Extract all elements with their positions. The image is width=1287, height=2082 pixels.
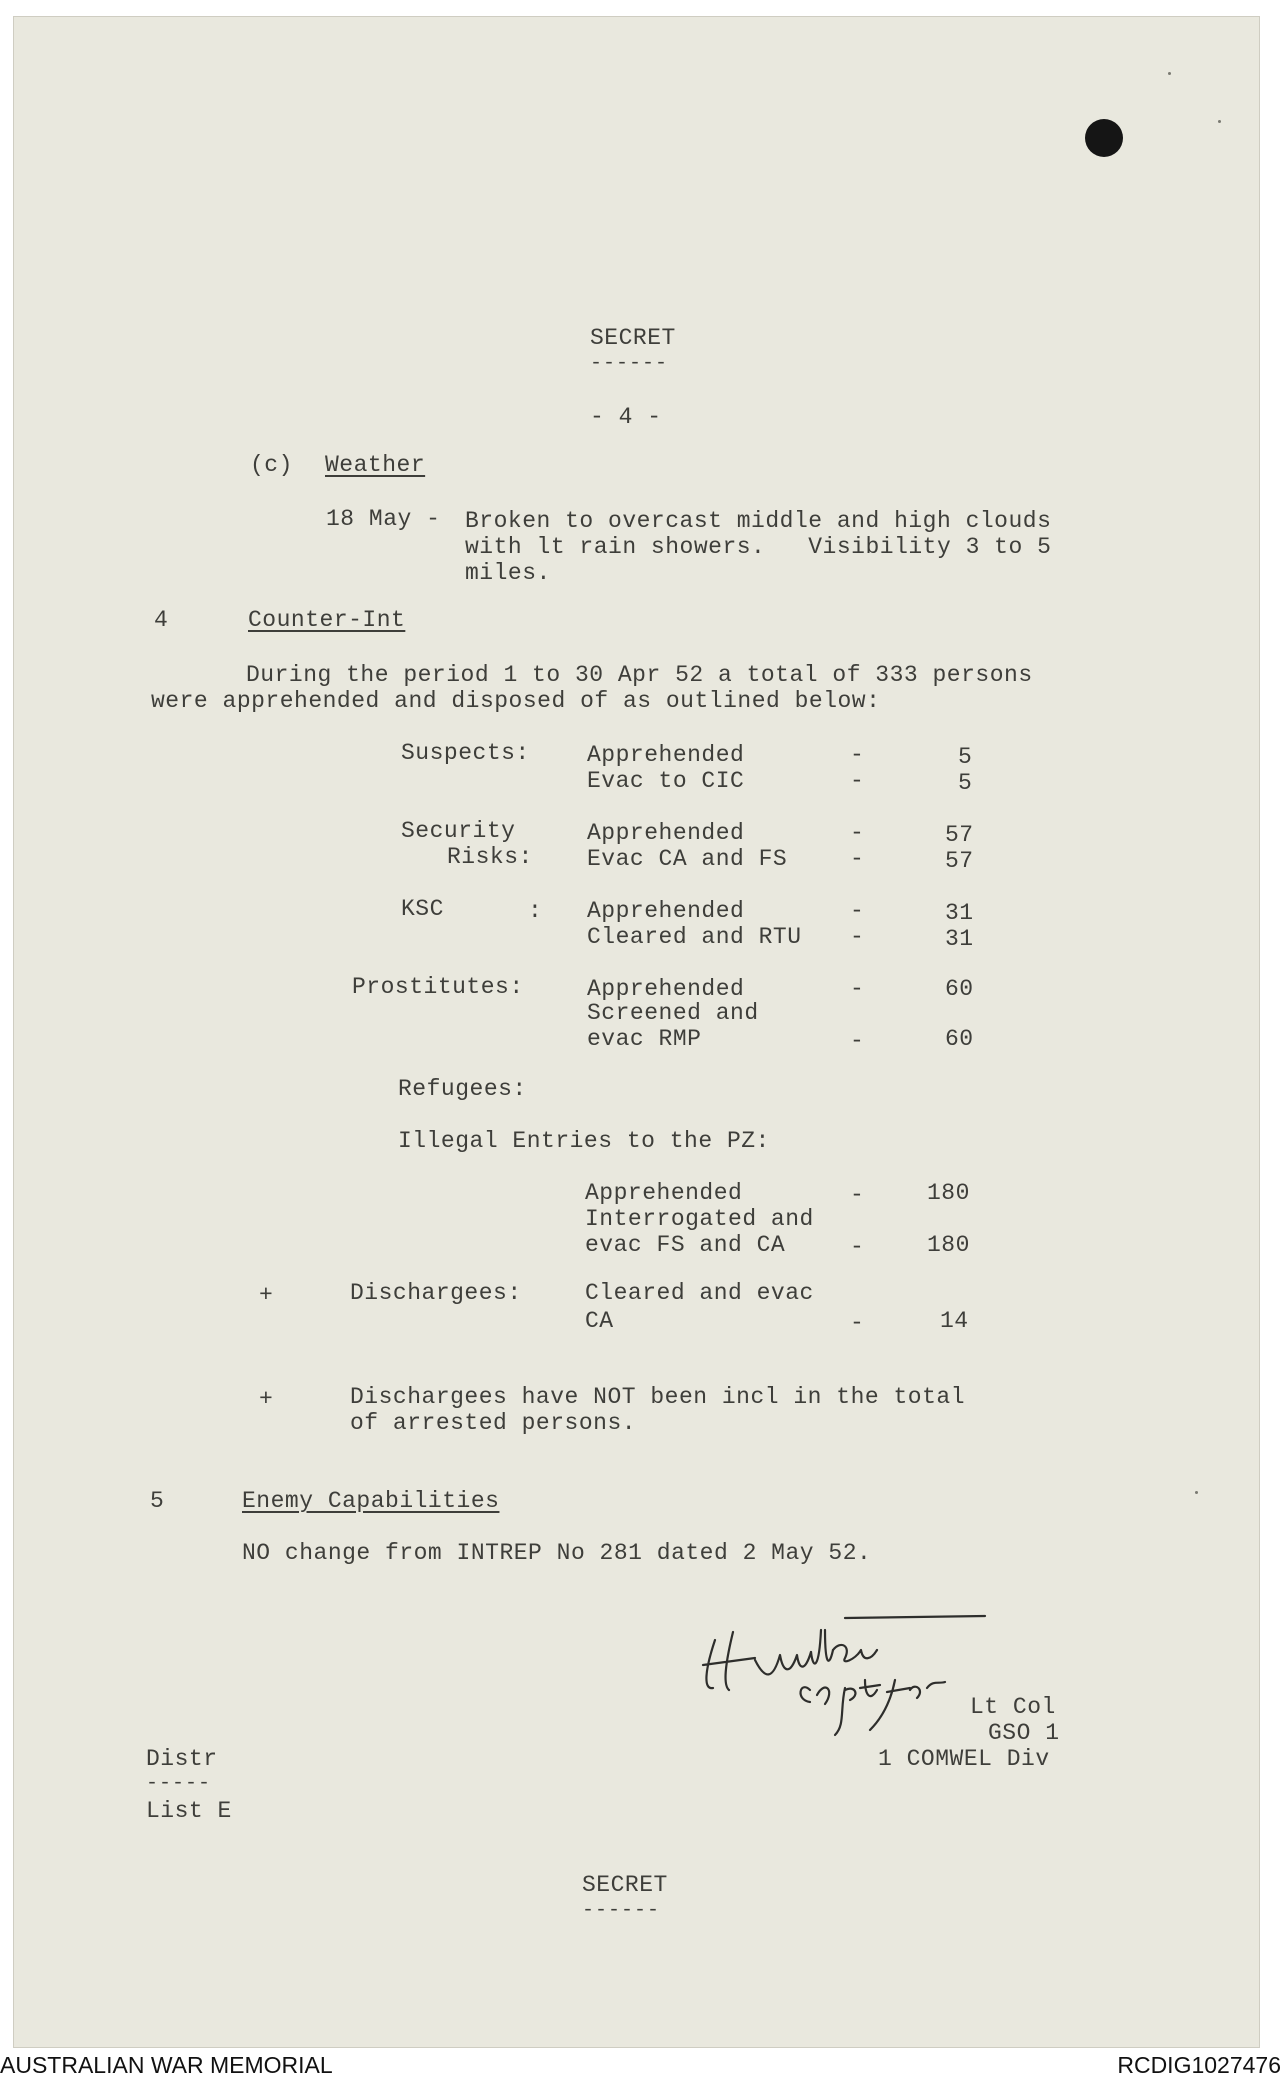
weather-label: (c) <box>250 452 293 478</box>
counter-int-intro: were apprehended and disposed of as outlined below: <box>151 688 881 714</box>
table-row-count: 31 <box>945 900 974 926</box>
table-row-action: CA <box>585 1308 614 1334</box>
distribution-label: Distr <box>146 1746 218 1772</box>
security-label: Risks: <box>447 844 533 870</box>
counter-int-heading: Counter-Int <box>248 607 406 633</box>
classification-underline: ------ <box>582 1899 661 1922</box>
weather-date: 18 May - <box>326 506 441 532</box>
table-row-action: Apprehended <box>587 742 745 768</box>
table-row-dash: - <box>850 768 865 794</box>
table-row-count: 60 <box>945 1026 974 1052</box>
table-row-action: evac RMP <box>587 1026 702 1052</box>
table-row-dash: - <box>850 1182 865 1208</box>
enemy-heading: Enemy Capabilities <box>242 1488 500 1514</box>
footnote-text: Dischargees have NOT been incl in the total <box>350 1384 965 1410</box>
punch-hole <box>1085 119 1123 157</box>
dischargees-label: Dischargees: <box>350 1280 522 1306</box>
table-row-count: 14 <box>940 1308 969 1334</box>
signatory-rank: Lt Col <box>970 1694 1056 1720</box>
paper-speck <box>1218 120 1221 123</box>
footnote-text: of arrested persons. <box>350 1410 637 1436</box>
table-row-action: Interrogated and <box>585 1206 814 1232</box>
signatory-role: GSO 1 <box>988 1720 1060 1746</box>
classification-header: SECRET <box>590 325 676 351</box>
paper-speck <box>1195 1491 1198 1494</box>
signatory-unit: 1 COMWEL Div <box>878 1746 1050 1772</box>
table-row-dash: - <box>850 1028 865 1054</box>
table-row-action: Apprehended <box>585 1180 743 1206</box>
table-row-dash: - <box>850 846 865 872</box>
distribution-list: List E <box>146 1798 232 1824</box>
table-row-action: Apprehended <box>587 820 745 846</box>
paper-speck <box>1168 72 1171 75</box>
section-number: 4 <box>154 607 169 633</box>
table-row-action: Apprehended <box>587 898 745 924</box>
weather-heading: Weather <box>325 452 426 478</box>
classification-underline: ------ <box>590 352 669 375</box>
archive-credit: AUSTRALIAN WAR MEMORIAL <box>0 2052 333 2078</box>
enemy-text: NO change from INTREP No 281 dated 2 May 52. <box>242 1540 872 1566</box>
weather-line: Broken to overcast middle and high clouds <box>465 508 1052 534</box>
table-row-dash: - <box>850 976 865 1002</box>
archive-id: RCDIG1027476 <box>1117 2052 1281 2078</box>
illegal-entries-label: Illegal Entries to the PZ: <box>398 1128 770 1154</box>
weather-line: miles. <box>465 560 551 586</box>
suspects-label: Suspects: <box>401 740 530 766</box>
table-row-action: Apprehended <box>587 976 745 1002</box>
table-row-count: 5 <box>958 770 973 796</box>
table-row-count: 5 <box>958 744 973 770</box>
refugees-label: Refugees: <box>398 1076 527 1102</box>
counter-int-intro: During the period 1 to 30 Apr 52 a total of 333 persons <box>246 662 1033 688</box>
table-row-action: Cleared and RTU <box>587 924 802 950</box>
table-row-dash: - <box>850 924 865 950</box>
table-row-dash: - <box>850 898 865 924</box>
weather-line: with lt rain showers. Visibility 3 to 5 <box>465 534 1052 560</box>
table-row-action: Evac to CIC <box>587 768 745 794</box>
table-row-dash: - <box>850 1310 865 1336</box>
table-row-dash: - <box>850 820 865 846</box>
table-row-count: 57 <box>945 822 974 848</box>
section-number: 5 <box>150 1488 165 1514</box>
prostitutes-label: Prostitutes: <box>352 974 524 1000</box>
ksc-label: KSC <box>401 896 444 922</box>
table-row-count: 60 <box>945 976 974 1002</box>
footnote-marker: + <box>259 1386 274 1412</box>
ksc-colon: : <box>528 898 543 924</box>
security-label: Security <box>401 818 516 844</box>
table-row-action: Evac CA and FS <box>587 846 788 872</box>
table-row-dash: - <box>850 742 865 768</box>
table-row-count: 180 <box>927 1232 970 1258</box>
handwritten-signature <box>695 1610 995 1740</box>
table-row-action: Cleared and evac <box>585 1280 814 1306</box>
table-row-dash: - <box>850 1234 865 1260</box>
page-number: - 4 - <box>590 404 662 430</box>
table-row-count: 57 <box>945 848 974 874</box>
classification-footer: SECRET <box>582 1872 668 1898</box>
table-row-action: evac FS and CA <box>585 1232 786 1258</box>
distribution-underline: ----- <box>146 1772 212 1795</box>
table-row-count: 31 <box>945 926 974 952</box>
footnote-marker: + <box>259 1282 274 1308</box>
table-row-action: Screened and <box>587 1000 759 1026</box>
table-row-count: 180 <box>927 1180 970 1206</box>
